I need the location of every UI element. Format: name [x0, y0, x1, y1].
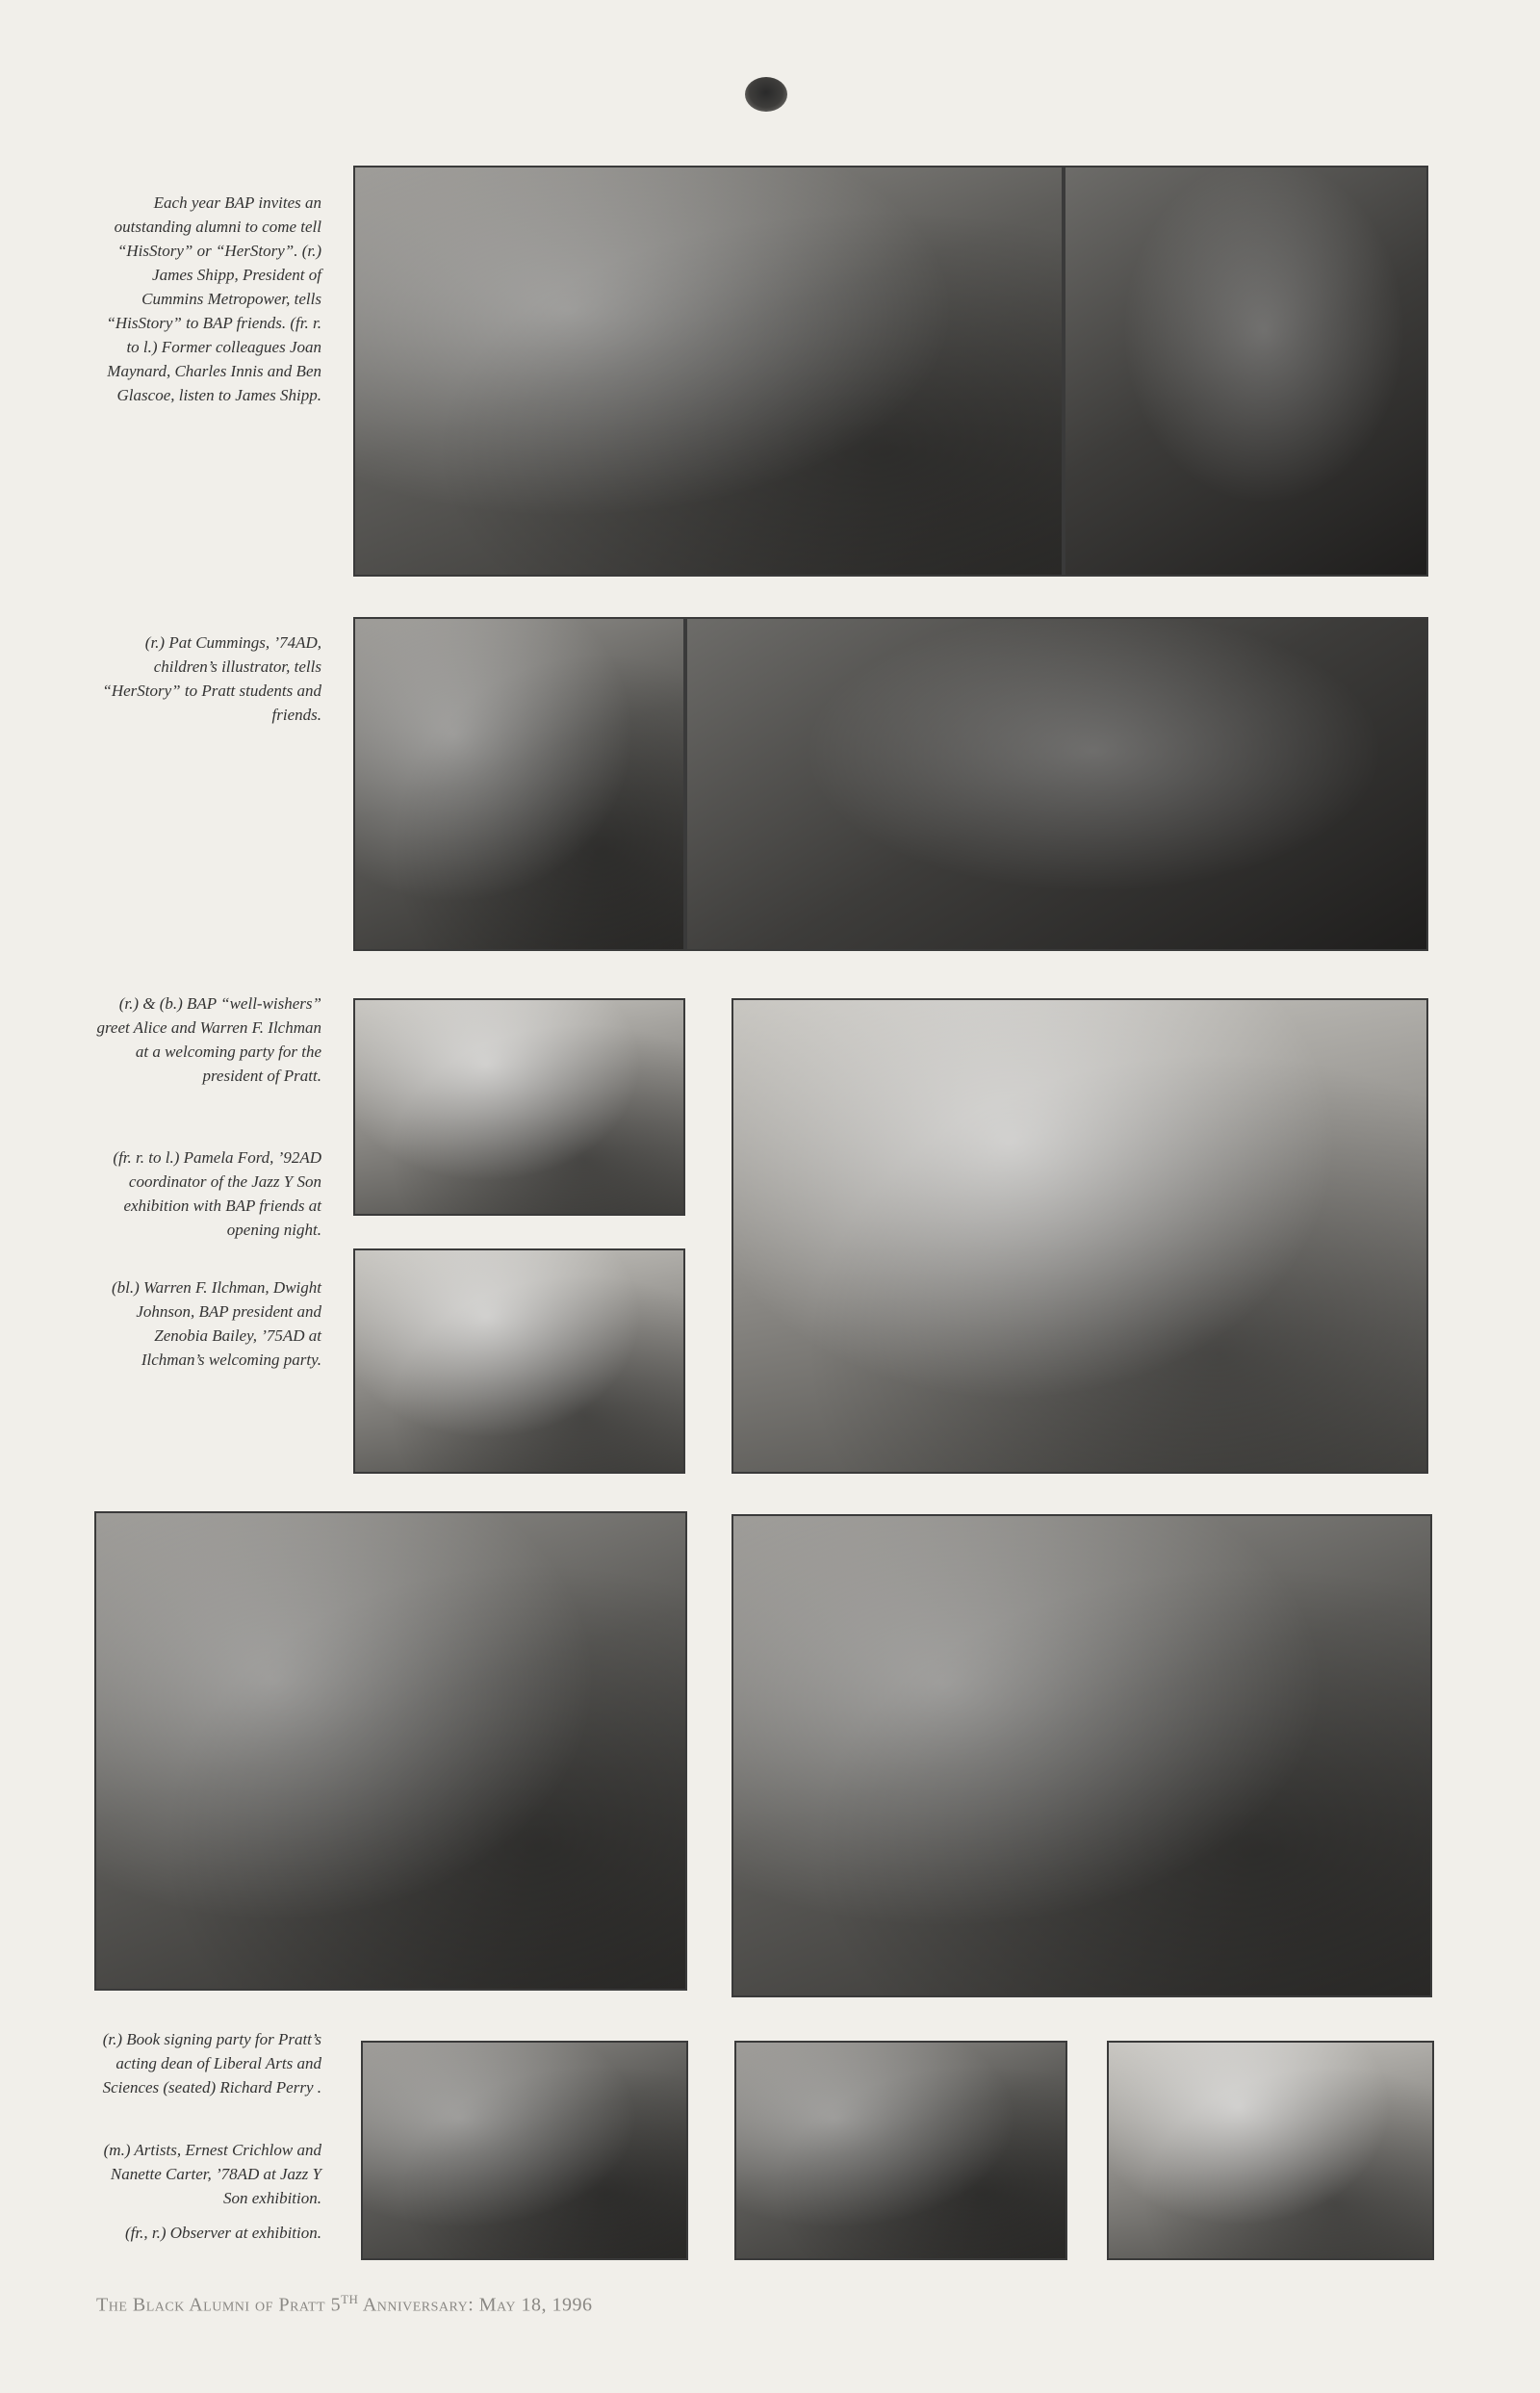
caption-pat-cummings: (r.) Pat Cummings, ’74AD, children’s illustrator, tells “HerStory” to Pratt students and friends.: [102, 633, 321, 724]
photo-former-colleagues-listening: [1064, 166, 1428, 577]
photo-artists-crichlow-carter: [734, 2041, 1067, 2260]
caption-pamela-ford: (fr. r. to l.) Pamela Ford, ’92AD coordinator of the Jazz Y Son exhibition with BAP friends at opening night.: [113, 1148, 321, 1239]
footer-superscript: TH: [341, 2292, 359, 2306]
caption-artists: (m.) Artists, Ernest Crichlow and Nanette Carter, ’78AD at Jazz Y Son exhibition.: [103, 2141, 321, 2207]
photo-students-and-friends: [685, 617, 1428, 951]
photo-observer-at-exhibition: [1107, 2041, 1434, 2260]
caption-observer: (fr., r.) Observer at exhibition.: [125, 2224, 321, 2242]
photo-james-shipp-speaking: [353, 166, 1064, 577]
photo-exhibition-crowd: [732, 1514, 1432, 1997]
caption-welcoming-party: (bl.) Warren F. Ilchman, Dwight Johnson, BAP president and Zenobia Bailey, ’75AD at Ilchman’s welcoming party.: [111, 1278, 321, 1369]
photo-pat-cummings: [353, 617, 685, 951]
caption-james-shipp: Each year BAP invites an outstanding alumni to come tell “HisStory” or “HerStory”. (r.) James Shipp, President of Cummins Metropower, tells “HisStory” to BAP friends. (fr. r. to l.) Former colleagues Joan Maynard, Charles Innis and Ben Glascoe, listen to James Shipp.: [106, 193, 321, 404]
footer-text: The Black Alumni of Pratt 5: [96, 2294, 342, 2316]
photo-welcoming-party: [353, 1248, 685, 1474]
photo-alice-warren-ilchman: [353, 998, 685, 1216]
binder-hole: [745, 77, 787, 112]
caption-book-signing: (r.) Book signing party for Pratt’s acting dean of Liberal Arts and Sciences (seated) Richard Perry .: [102, 2030, 321, 2097]
caption-well-wishers: (r.) & (b.) BAP “well-wishers” greet Alice and Warren F. Ilchman at a welcoming party for the president of Pratt.: [96, 994, 321, 1085]
photo-ilchman-johnson-bailey: [94, 1511, 687, 1991]
footer-anniversary-line: [96, 2292, 593, 2317]
photo-book-signing-party: [361, 2041, 688, 2260]
footer-text-end: Anniversary: May 18, 1996: [358, 2294, 593, 2316]
photo-pamela-ford-opening-night: [732, 998, 1428, 1474]
